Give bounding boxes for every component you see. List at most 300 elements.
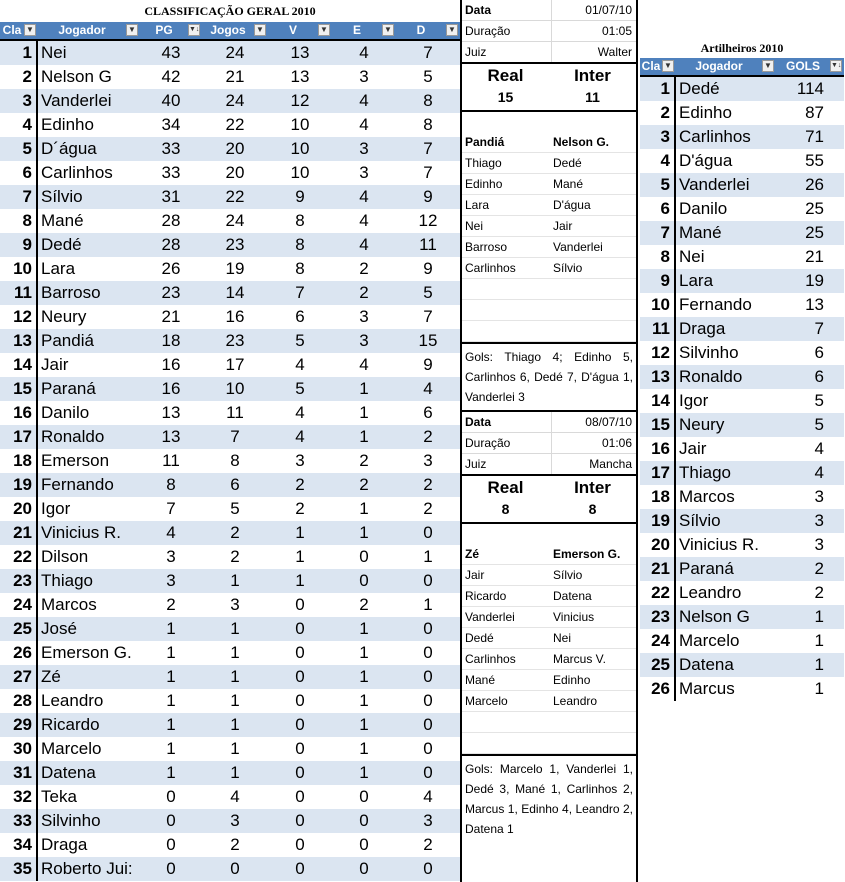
losses-cell[interactable]: 0 [423, 667, 433, 686]
table-row[interactable] [0, 833, 460, 857]
wins-cell[interactable]: 0 [295, 835, 305, 854]
team-b-player[interactable]: Emerson G. [553, 547, 621, 561]
points-cell[interactable]: 33 [161, 139, 181, 158]
goals-cell[interactable]: 13 [805, 295, 824, 314]
team-a-score[interactable]: 8 [501, 501, 510, 517]
draws-cell[interactable]: 0 [359, 571, 369, 590]
player-cell[interactable]: Nelson G [41, 67, 112, 86]
games-cell[interactable]: 1 [230, 643, 240, 662]
rank-cell[interactable]: 23 [640, 605, 676, 629]
team-a-name[interactable]: Real [487, 66, 524, 85]
wins-cell[interactable]: 8 [295, 235, 305, 254]
table-row[interactable] [640, 437, 844, 461]
sort-descending-icon[interactable]: ▼↓ [830, 60, 842, 72]
team-b-player[interactable]: Vinicius [553, 610, 595, 624]
table-row[interactable] [640, 605, 844, 629]
table-row[interactable] [640, 197, 844, 221]
games-cell[interactable]: 8 [230, 451, 240, 470]
goals-cell[interactable]: 87 [805, 103, 824, 122]
player-cell[interactable]: Marcelo [41, 739, 102, 758]
games-cell[interactable]: 3 [230, 595, 240, 614]
player-cell[interactable]: Vanderlei [41, 91, 112, 110]
team-a-score[interactable]: 15 [497, 89, 514, 105]
table-row[interactable] [0, 329, 460, 353]
games-cell[interactable]: 23 [225, 331, 245, 350]
team-a-player[interactable]: Edinho [465, 177, 503, 191]
wins-cell[interactable]: 0 [295, 787, 305, 806]
draws-cell[interactable]: 4 [359, 355, 369, 374]
filter-dropdown-icon[interactable]: ▼ [126, 24, 138, 36]
team-b-player[interactable]: Sílvio [553, 568, 583, 582]
player-cell[interactable]: Neury [41, 307, 87, 326]
team-b-player[interactable]: Datena [553, 589, 592, 603]
games-cell[interactable]: 23 [225, 235, 245, 254]
player-cell[interactable]: Marcos [41, 595, 97, 614]
losses-cell[interactable]: 6 [423, 403, 433, 422]
player-cell[interactable]: Danilo [679, 199, 728, 218]
team-b-score[interactable]: 8 [588, 501, 597, 517]
team-b-player[interactable]: Mané [553, 177, 584, 191]
col-header-draws[interactable] [332, 22, 396, 39]
table-row[interactable] [0, 185, 460, 209]
team-a-player[interactable] [462, 300, 550, 320]
player-cell[interactable]: Mané [679, 223, 722, 242]
wins-cell[interactable]: 0 [295, 691, 305, 710]
table-row[interactable] [640, 581, 844, 605]
table-row[interactable] [640, 509, 844, 533]
wins-cell[interactable]: 4 [295, 427, 305, 446]
draws-cell[interactable]: 3 [359, 331, 369, 350]
draws-cell[interactable]: 1 [359, 403, 369, 422]
points-cell[interactable]: 40 [161, 91, 181, 110]
games-cell[interactable]: 2 [230, 523, 240, 542]
player-cell[interactable]: D'água [679, 151, 733, 170]
goals-cell[interactable]: 71 [805, 127, 824, 146]
filter-dropdown-icon[interactable]: ▼ [382, 24, 394, 36]
table-row[interactable] [0, 113, 460, 137]
wins-cell[interactable]: 6 [295, 307, 305, 326]
goals-cell[interactable]: 5 [814, 391, 824, 410]
draws-cell[interactable]: 1 [359, 427, 369, 446]
table-row[interactable] [0, 473, 460, 497]
team-b-name[interactable]: Inter [574, 66, 611, 85]
points-cell[interactable]: 11 [162, 451, 180, 470]
losses-cell[interactable]: 0 [423, 691, 433, 710]
rank-cell[interactable]: 10 [640, 293, 676, 317]
points-cell[interactable]: 0 [166, 787, 176, 806]
rank-cell[interactable]: 25 [640, 653, 676, 677]
rank-cell[interactable]: 3 [0, 89, 38, 113]
rank-cell[interactable]: 11 [640, 317, 676, 341]
rank-cell[interactable]: 18 [640, 485, 676, 509]
losses-cell[interactable]: 7 [423, 163, 433, 182]
points-cell[interactable]: 28 [161, 235, 181, 254]
goals-summary[interactable]: Gols: Thiago 4; Edinho 5, Carlinhos 6, Dedé 7, D'água 1, Vanderlei 3 [462, 342, 636, 410]
rank-cell[interactable]: 12 [640, 341, 676, 365]
team-b-player[interactable] [550, 321, 636, 341]
player-cell[interactable]: Vanderlei [679, 175, 750, 194]
team-b-player[interactable]: D'água [553, 198, 591, 212]
player-cell[interactable]: Marcos [679, 487, 735, 506]
games-cell[interactable]: 1 [230, 739, 240, 758]
losses-cell[interactable]: 8 [423, 115, 433, 134]
wins-cell[interactable]: 0 [295, 859, 305, 878]
goals-cell[interactable]: 3 [814, 535, 824, 554]
team-b-player[interactable]: Nei [553, 631, 572, 645]
team-a-name[interactable]: Real [487, 478, 524, 497]
points-cell[interactable]: 2 [166, 595, 176, 614]
points-cell[interactable]: 23 [161, 283, 181, 302]
team-b-player[interactable] [550, 712, 636, 732]
rank-cell[interactable]: 7 [640, 221, 676, 245]
player-cell[interactable]: Nei [41, 43, 67, 62]
referee-value[interactable]: Mancha [589, 457, 632, 471]
draws-cell[interactable]: 0 [359, 859, 369, 878]
wins-cell[interactable]: 13 [290, 67, 310, 86]
team-b-score[interactable]: 11 [585, 89, 600, 105]
team-a-player[interactable]: Carlinhos [465, 652, 516, 666]
wins-cell[interactable]: 10 [290, 115, 310, 134]
points-cell[interactable]: 3 [166, 547, 176, 566]
team-b-player[interactable]: Nelson G. [553, 135, 610, 149]
rank-cell[interactable]: 2 [0, 65, 38, 89]
team-a-player[interactable]: Thiago [465, 156, 502, 170]
wins-cell[interactable]: 13 [290, 43, 310, 62]
goals-cell[interactable]: 3 [814, 487, 824, 506]
points-cell[interactable]: 1 [166, 739, 176, 758]
table-row[interactable] [640, 317, 844, 341]
goals-cell[interactable]: 55 [805, 151, 824, 170]
table-row[interactable] [640, 77, 844, 101]
losses-cell[interactable]: 1 [423, 595, 433, 614]
games-cell[interactable]: 19 [225, 259, 245, 278]
goals-cell[interactable]: 5 [814, 415, 824, 434]
games-cell[interactable]: 21 [225, 67, 245, 86]
goals-cell[interactable]: 2 [814, 559, 824, 578]
table-row[interactable] [0, 305, 460, 329]
points-cell[interactable]: 0 [166, 859, 176, 878]
wins-cell[interactable]: 4 [295, 355, 305, 374]
player-cell[interactable]: Carlinhos [679, 127, 751, 146]
table-row[interactable] [0, 401, 460, 425]
player-cell[interactable]: Nelson G [679, 607, 750, 626]
games-cell[interactable]: 17 [225, 355, 245, 374]
losses-cell[interactable]: 0 [423, 859, 433, 878]
rank-cell[interactable]: 16 [0, 401, 38, 425]
wins-cell[interactable]: 0 [295, 811, 305, 830]
draws-cell[interactable]: 4 [359, 211, 369, 230]
team-a-player[interactable] [462, 279, 550, 299]
wins-cell[interactable]: 0 [295, 739, 305, 758]
games-cell[interactable]: 22 [225, 115, 245, 134]
losses-cell[interactable]: 9 [423, 259, 433, 278]
player-cell[interactable]: Leandro [679, 583, 742, 602]
wins-cell[interactable]: 2 [295, 499, 305, 518]
table-row[interactable] [640, 149, 844, 173]
games-cell[interactable]: 1 [230, 667, 240, 686]
date-value[interactable]: 01/07/10 [585, 3, 632, 17]
player-cell[interactable]: Silvinho [41, 811, 101, 830]
rank-cell[interactable]: 22 [640, 581, 676, 605]
rank-cell[interactable]: 14 [640, 389, 676, 413]
draws-cell[interactable]: 1 [359, 499, 369, 518]
points-cell[interactable]: 1 [166, 667, 176, 686]
wins-cell[interactable]: 5 [295, 379, 305, 398]
games-cell[interactable]: 24 [225, 43, 245, 62]
table-row[interactable] [640, 293, 844, 317]
points-cell[interactable]: 42 [161, 67, 181, 86]
team-b-player[interactable] [550, 300, 636, 320]
table-row[interactable] [640, 245, 844, 269]
draws-cell[interactable]: 1 [359, 715, 369, 734]
points-cell[interactable]: 18 [161, 331, 181, 350]
team-b-player[interactable]: Sílvio [553, 261, 583, 275]
wins-cell[interactable]: 12 [290, 91, 310, 110]
player-cell[interactable]: Thiago [41, 571, 93, 590]
wins-cell[interactable]: 10 [290, 163, 310, 182]
rank-cell[interactable]: 7 [0, 185, 38, 209]
table-row[interactable] [0, 425, 460, 449]
table-row[interactable] [640, 101, 844, 125]
losses-cell[interactable]: 1 [423, 547, 433, 566]
team-a-player[interactable] [462, 321, 550, 341]
points-cell[interactable]: 26 [161, 259, 181, 278]
rank-cell[interactable]: 27 [0, 665, 38, 689]
table-row[interactable] [0, 281, 460, 305]
player-cell[interactable]: Datena [41, 763, 96, 782]
player-cell[interactable]: Danilo [41, 403, 90, 422]
player-cell[interactable]: Paraná [41, 379, 96, 398]
table-row[interactable] [640, 365, 844, 389]
table-row[interactable] [0, 233, 460, 257]
player-cell[interactable]: Edinho [679, 103, 732, 122]
draws-cell[interactable]: 2 [359, 259, 369, 278]
table-row[interactable] [0, 785, 460, 809]
table-row[interactable] [0, 137, 460, 161]
table-row[interactable] [0, 641, 460, 665]
losses-cell[interactable]: 0 [423, 571, 433, 590]
team-a-player[interactable]: Marcelo [465, 694, 508, 708]
rank-cell[interactable]: 8 [0, 209, 38, 233]
goals-cell[interactable]: 6 [814, 343, 824, 362]
points-cell[interactable]: 0 [166, 835, 176, 854]
table-row[interactable] [0, 161, 460, 185]
duration-value[interactable]: 01:05 [601, 24, 632, 38]
table-row[interactable] [0, 521, 460, 545]
rank-cell[interactable]: 4 [0, 113, 38, 137]
rank-cell[interactable]: 15 [640, 413, 676, 437]
col-header-points[interactable] [140, 22, 202, 39]
rank-cell[interactable]: 26 [0, 641, 38, 665]
goals-cell[interactable]: 7 [814, 319, 824, 338]
player-cell[interactable]: Barroso [41, 283, 101, 302]
draws-cell[interactable]: 3 [359, 163, 369, 182]
points-cell[interactable]: 21 [161, 307, 181, 326]
player-cell[interactable]: Neury [679, 415, 725, 434]
player-cell[interactable]: José [41, 619, 77, 638]
rank-cell[interactable]: 17 [640, 461, 676, 485]
games-cell[interactable]: 0 [230, 859, 240, 878]
player-cell[interactable]: Jair [679, 439, 707, 458]
player-cell[interactable]: Ronaldo [679, 367, 743, 386]
table-row[interactable] [0, 353, 460, 377]
draws-cell[interactable]: 1 [359, 523, 369, 542]
points-cell[interactable]: 3 [166, 571, 176, 590]
losses-cell[interactable]: 11 [419, 235, 437, 254]
goals-cell[interactable]: 21 [805, 247, 824, 266]
rank-cell[interactable]: 19 [640, 509, 676, 533]
games-cell[interactable]: 16 [225, 307, 245, 326]
losses-cell[interactable]: 3 [423, 811, 433, 830]
team-a-player[interactable]: Vanderlei [465, 610, 515, 624]
filter-dropdown-icon[interactable]: ▼ [318, 24, 330, 36]
goals-cell[interactable]: 1 [814, 679, 824, 698]
rank-cell[interactable]: 33 [0, 809, 38, 833]
team-a-player[interactable]: Ricardo [465, 589, 507, 603]
rank-cell[interactable]: 5 [640, 173, 676, 197]
player-cell[interactable]: Carlinhos [41, 163, 113, 182]
rank-cell[interactable]: 26 [640, 677, 676, 701]
games-cell[interactable]: 1 [230, 763, 240, 782]
games-cell[interactable]: 20 [225, 139, 245, 158]
points-cell[interactable]: 13 [161, 427, 181, 446]
table-row[interactable] [0, 209, 460, 233]
goals-cell[interactable]: 114 [796, 79, 824, 98]
goals-cell[interactable]: 19 [805, 271, 824, 290]
goals-cell[interactable]: 3 [814, 511, 824, 530]
table-row[interactable] [0, 89, 460, 113]
table-row[interactable] [0, 617, 460, 641]
table-row[interactable] [640, 461, 844, 485]
table-row[interactable] [0, 65, 460, 89]
draws-cell[interactable]: 4 [359, 235, 369, 254]
table-row[interactable] [640, 125, 844, 149]
games-cell[interactable]: 6 [230, 475, 240, 494]
team-a-player[interactable]: Lara [465, 198, 490, 212]
player-cell[interactable]: Sílvio [679, 511, 721, 530]
wins-cell[interactable]: 1 [295, 523, 305, 542]
player-cell[interactable]: Marcus [679, 679, 735, 698]
team-b-name[interactable]: Inter [574, 478, 611, 497]
losses-cell[interactable]: 5 [423, 67, 433, 86]
rank-cell[interactable]: 35 [0, 857, 38, 881]
rank-cell[interactable]: 9 [0, 233, 38, 257]
losses-cell[interactable]: 4 [423, 379, 433, 398]
goals-cell[interactable]: 1 [814, 631, 824, 650]
table-row[interactable] [640, 629, 844, 653]
table-row[interactable] [0, 737, 460, 761]
wins-cell[interactable]: 0 [295, 667, 305, 686]
col-header-player[interactable] [38, 22, 140, 39]
wins-cell[interactable]: 4 [295, 403, 305, 422]
losses-cell[interactable]: 0 [423, 523, 433, 542]
rank-cell[interactable]: 13 [640, 365, 676, 389]
wins-cell[interactable]: 5 [295, 331, 305, 350]
table-row[interactable] [0, 809, 460, 833]
losses-cell[interactable]: 2 [423, 475, 433, 494]
rank-cell[interactable]: 25 [0, 617, 38, 641]
col-header-rank[interactable] [0, 22, 38, 39]
player-cell[interactable]: Vinicius R. [41, 523, 121, 542]
draws-cell[interactable]: 0 [359, 547, 369, 566]
points-cell[interactable]: 33 [161, 163, 181, 182]
wins-cell[interactable]: 0 [295, 619, 305, 638]
rank-cell[interactable]: 24 [640, 629, 676, 653]
table-row[interactable] [0, 497, 460, 521]
team-a-player[interactable]: Nei [465, 219, 484, 233]
player-cell[interactable]: Edinho [41, 115, 94, 134]
col-header-rank[interactable] [640, 58, 676, 75]
rank-cell[interactable]: 31 [0, 761, 38, 785]
player-cell[interactable]: Igor [41, 499, 71, 518]
team-a-player[interactable]: Pandiá [465, 135, 505, 149]
draws-cell[interactable]: 0 [359, 811, 369, 830]
draws-cell[interactable]: 2 [359, 475, 369, 494]
team-a-player[interactable]: Jair [465, 568, 485, 582]
wins-cell[interactable]: 3 [295, 451, 305, 470]
player-cell[interactable]: Fernando [679, 295, 752, 314]
draws-cell[interactable]: 1 [359, 619, 369, 638]
table-row[interactable] [0, 449, 460, 473]
losses-cell[interactable]: 9 [423, 187, 433, 206]
rank-cell[interactable]: 28 [0, 689, 38, 713]
games-cell[interactable]: 14 [225, 283, 245, 302]
player-cell[interactable]: Datena [679, 655, 734, 674]
losses-cell[interactable]: 2 [423, 427, 433, 446]
player-cell[interactable]: Silvinho [679, 343, 739, 362]
player-cell[interactable]: Dilson [41, 547, 89, 566]
player-cell[interactable]: Fernando [41, 475, 114, 494]
player-cell[interactable]: Nei [679, 247, 705, 266]
rank-cell[interactable]: 1 [640, 77, 676, 101]
games-cell[interactable]: 24 [225, 91, 245, 110]
referee-value[interactable]: Walter [597, 45, 632, 59]
losses-cell[interactable]: 0 [423, 763, 433, 782]
draws-cell[interactable]: 2 [359, 283, 369, 302]
wins-cell[interactable]: 8 [295, 259, 305, 278]
rank-cell[interactable]: 4 [640, 149, 676, 173]
wins-cell[interactable]: 7 [295, 283, 305, 302]
losses-cell[interactable]: 2 [423, 835, 433, 854]
table-row[interactable] [0, 41, 460, 65]
player-cell[interactable]: Draga [679, 319, 726, 338]
table-row[interactable] [640, 341, 844, 365]
wins-cell[interactable]: 0 [295, 763, 305, 782]
col-header-games[interactable] [202, 22, 268, 39]
player-cell[interactable]: Roberto Jui: [41, 859, 133, 878]
losses-cell[interactable]: 0 [423, 619, 433, 638]
rank-cell[interactable]: 18 [0, 449, 38, 473]
losses-cell[interactable]: 0 [423, 715, 433, 734]
rank-cell[interactable]: 16 [640, 437, 676, 461]
player-cell[interactable]: Paraná [679, 559, 734, 578]
losses-cell[interactable]: 7 [423, 43, 433, 62]
rank-cell[interactable]: 2 [640, 101, 676, 125]
table-row[interactable] [0, 689, 460, 713]
wins-cell[interactable]: 10 [290, 139, 310, 158]
games-cell[interactable]: 1 [230, 619, 240, 638]
player-cell[interactable]: Emerson [41, 451, 110, 470]
filter-dropdown-icon[interactable]: ▼ [762, 60, 774, 72]
losses-cell[interactable]: 7 [423, 307, 433, 326]
losses-cell[interactable]: 7 [423, 139, 433, 158]
team-a-player[interactable]: Dedé [465, 631, 494, 645]
table-row[interactable] [0, 857, 460, 881]
games-cell[interactable]: 3 [230, 811, 240, 830]
player-cell[interactable]: Teka [41, 787, 77, 806]
filter-dropdown-icon[interactable]: ▼ [446, 24, 458, 36]
player-cell[interactable]: Igor [679, 391, 709, 410]
